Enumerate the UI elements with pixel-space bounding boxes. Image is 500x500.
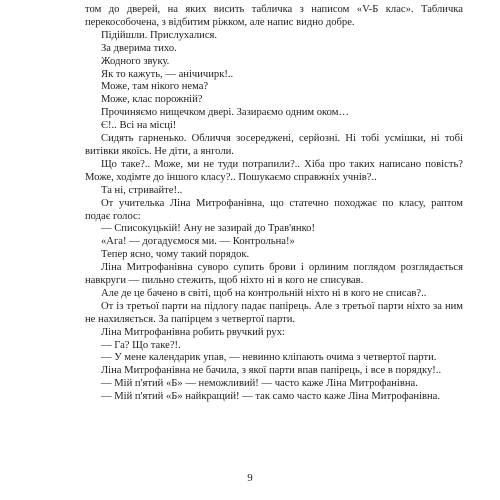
page-number: 9	[247, 472, 253, 484]
paragraph: За дверима тихо.	[101, 42, 177, 54]
paragraph: Ліна Митрофанівна не бачила, з якої парти впав папірець, і все в порядку!..	[101, 365, 442, 377]
paragraph: — Списокуцькій! Ану не зазирай до Трав'янко!	[101, 223, 316, 235]
paragraph: От учителька Ліна Митрофанівна, що статечно походжає по класу, раптом подає голос:	[85, 197, 463, 222]
paragraph: Та ні, стривайте!..	[101, 184, 183, 196]
paragraph: Підійшли. Прислухалися.	[101, 29, 218, 41]
paragraph: Може, там нікого нема?	[101, 81, 209, 93]
paragraph: Прочиняємо нищечком двері. Зазираємо одним оком…	[101, 107, 350, 119]
paragraph: Ліна Митрофанівна робить рвучкий рух:	[101, 326, 285, 338]
paragraph: Що таке?.. Може, ми не туди потрапили?.. Хіба про таких написано повість? Може, ходімте до іншого класу?.. Пошукаємо справжніх учнів?..	[85, 158, 463, 183]
paragraph: Може, клас порожній?	[101, 94, 203, 106]
paragraph: Як то кажуть, — анічичирк!..	[101, 68, 234, 80]
paragraph: — У мене календарик упав, — невинно кліпають очима з четвертої парти.	[101, 352, 437, 364]
paragraph: том до дверей, на яких висить табличка з написом «V-Б клас». Табличка перекособочена, з відбитим ріжком, але напис видно добре.	[85, 4, 463, 28]
paragraph: Жодного звуку.	[101, 55, 170, 67]
paragraph: Є!.. Всі на місці!	[101, 120, 177, 132]
paragraph: Тепер ясно, чому такий порядок.	[101, 249, 250, 261]
paragraph: — Мій п'ятий «Б» найкращий! — так само часто каже Ліна Митрофанівна.	[101, 391, 441, 403]
paragraph: — Га? Що таке?!.	[101, 339, 181, 351]
paragraph: От із третьої парти на підлогу падає папірець. Але з третьої парти ніхто за ним не нахиляється. За папірцем з четвертої парти.	[85, 300, 463, 325]
paragraph: Ліна Митрофанівна суворо супить брови і орлиним поглядом розглядається навкруги — пильно стежить, щоб ніхто ні в кого не списував.	[85, 262, 463, 287]
page-text	[85, 4, 463, 404]
paragraph: «Ага! — догадуємося ми. — Контрольна!»	[101, 236, 295, 248]
paragraph: — Мій п'ятий «Б» — неможливий! — часто каже Ліна Митрофанівна.	[101, 378, 418, 390]
paragraph: Але де це бачено в світі, щоб на контрольній ніхто ні в кого не списав?..	[101, 287, 427, 299]
paragraph: Сидять гарненько. Обличчя зосереджені, серйозні. Ні тобі усмішки, ні тобі витівки якоїсь. Не діти, а янголи.	[85, 133, 463, 157]
